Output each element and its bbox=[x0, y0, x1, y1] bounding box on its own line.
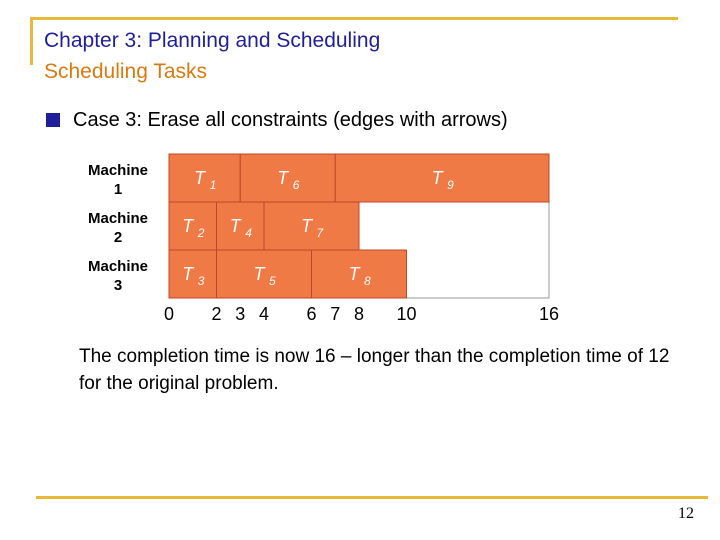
task-subscript: 8 bbox=[364, 274, 371, 288]
task-label: T bbox=[182, 216, 194, 236]
machine-number: 1 bbox=[113, 181, 123, 198]
task-subscript: 1 bbox=[209, 178, 217, 192]
x-tick-label: 7 bbox=[330, 304, 341, 324]
machine-number: 2 bbox=[113, 229, 123, 246]
page-number: 12 bbox=[678, 505, 694, 522]
task-label: T bbox=[182, 264, 194, 284]
task-label: T bbox=[253, 264, 265, 284]
bullet-text: Case 3: Erase all constraints (edges with arrows) bbox=[73, 109, 508, 131]
task-subscript: 9 bbox=[447, 178, 454, 192]
task-label: T bbox=[277, 168, 289, 188]
slide-subtitle: Scheduling Tasks bbox=[44, 60, 208, 83]
x-tick-label: 10 bbox=[396, 304, 417, 324]
task-label: T bbox=[348, 264, 360, 284]
task-subscript: 7 bbox=[316, 226, 324, 240]
x-tick-label: 8 bbox=[353, 304, 365, 324]
machine-number: 3 bbox=[113, 277, 123, 294]
machine-label: Machine bbox=[87, 162, 149, 179]
x-tick-label: 16 bbox=[538, 304, 560, 324]
task-label: T bbox=[229, 216, 241, 236]
conclusion-text: The completion time is now 16 – longer than the completion time of 12 for the original problem. bbox=[79, 346, 670, 394]
task-subscript: 6 bbox=[292, 178, 300, 192]
x-tick-label: 4 bbox=[258, 304, 270, 324]
task-subscript: 5 bbox=[269, 274, 276, 288]
chapter-title: Chapter 3: Planning and Scheduling bbox=[44, 29, 381, 52]
task-subscript: 4 bbox=[245, 226, 252, 240]
x-tick-label: 3 bbox=[235, 304, 246, 324]
task-subscript: 2 bbox=[197, 226, 205, 240]
task-label: T bbox=[431, 168, 443, 188]
machine-label: Machine bbox=[87, 258, 149, 275]
x-tick-label: 2 bbox=[211, 304, 222, 324]
task-label: T bbox=[301, 216, 312, 236]
machine-label: Machine bbox=[87, 210, 149, 227]
x-tick-label: 0 bbox=[163, 304, 175, 324]
task-label: T bbox=[194, 168, 206, 188]
x-tick-label: 6 bbox=[306, 304, 317, 324]
task-subscript: 3 bbox=[197, 274, 205, 288]
bottom-rule bbox=[36, 496, 708, 499]
